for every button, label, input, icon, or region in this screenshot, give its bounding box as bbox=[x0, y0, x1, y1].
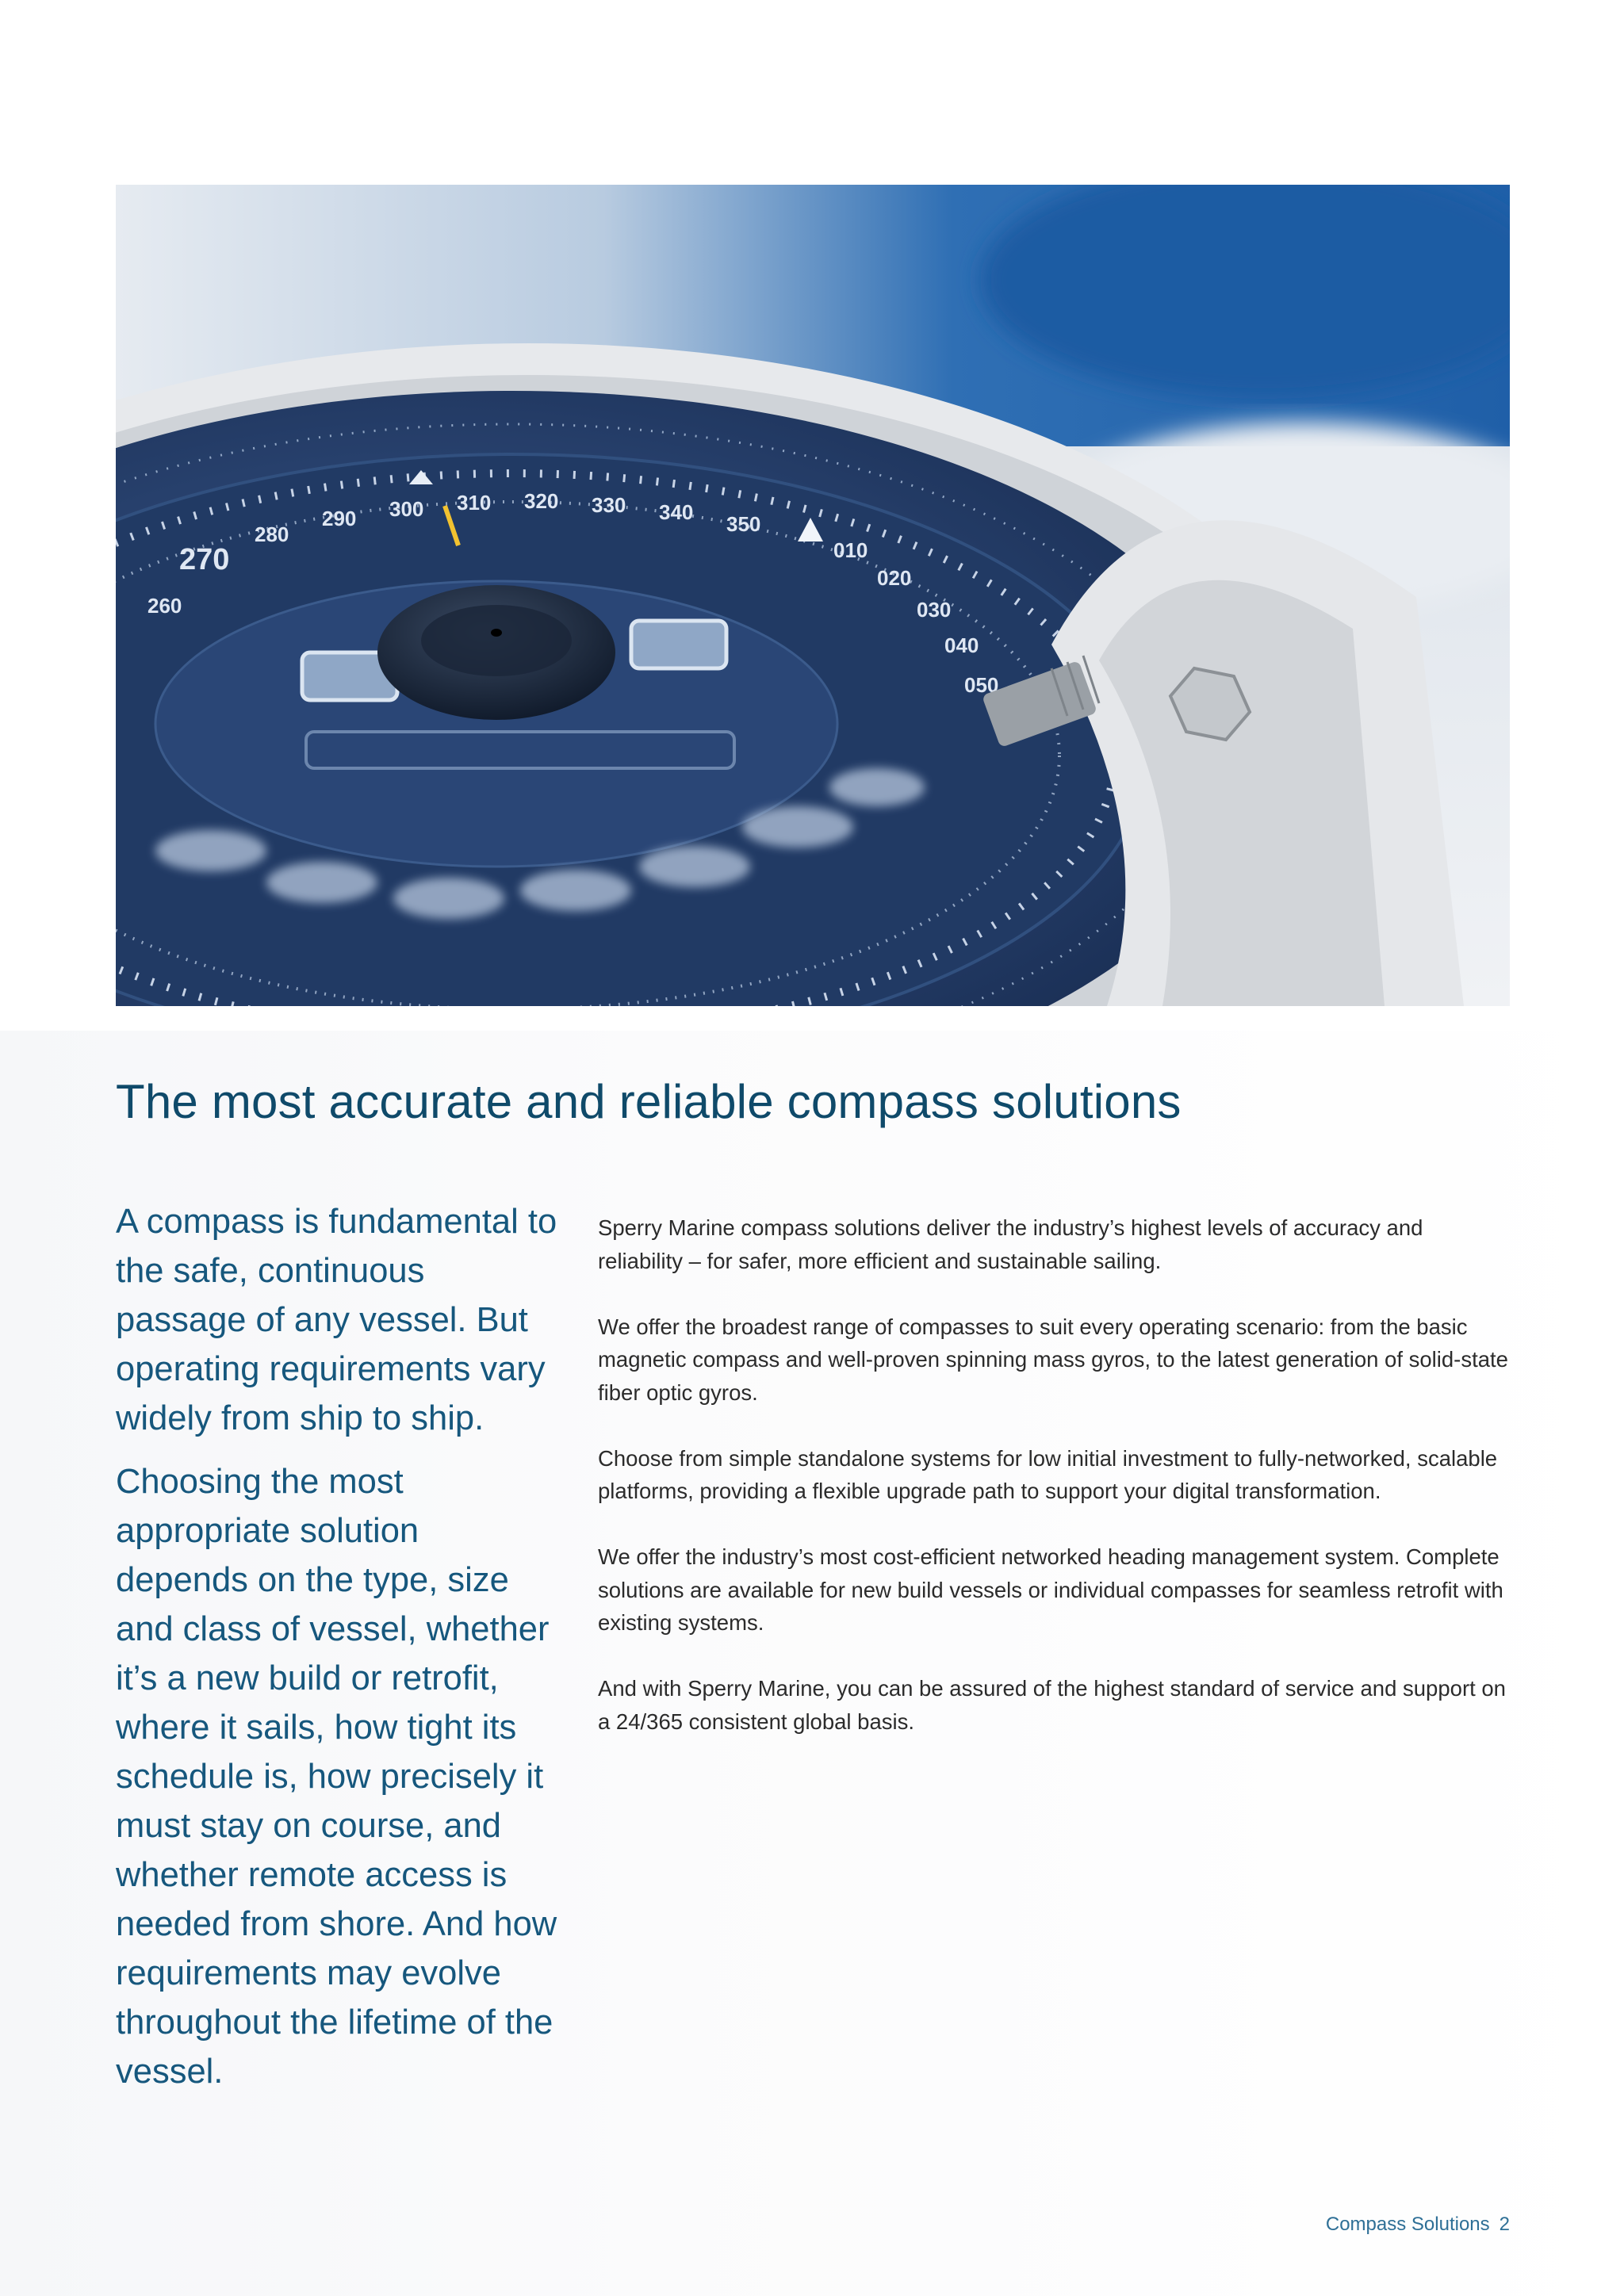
body-paragraph: We offer the broadest range of compasses to suit every operating scenario: from the basic magnetic compass and well-proven spinning mass gyros, to the latest generation of solid-state fiber optic gyros. bbox=[598, 1314, 1508, 1405]
lead-paragraph: Choosing the most appropriate solution depends on the type, size and class of vessel, whether it’s a new build or retrofit, where it sails, how tight its schedule is, how precisely it must stay on course, and whether remote access is needed from shore. And how requirements may evolve throughout the lifetime of the vessel. bbox=[116, 1463, 557, 2091]
dial-label: 350 bbox=[726, 512, 761, 536]
page-footer bbox=[1326, 2212, 1510, 2237]
dial-label: 050 bbox=[964, 673, 999, 697]
dial-label: 320 bbox=[524, 489, 559, 513]
body-paragraph: We offer the industry’s most cost-efficient networked heading management system. Complete solutions are available for new build vessels or individual compasses for seamless retrofit with existing systems. bbox=[598, 1544, 1503, 1635]
dial-label: 340 bbox=[659, 500, 694, 524]
page-title: The most accurate and reliable compass solutions bbox=[116, 1075, 1182, 1128]
lead-column bbox=[116, 1197, 560, 2110]
body-paragraph: And with Sperry Marine, you can be assured of the highest standard of service and support on a 24/365 consistent global basis. bbox=[598, 1676, 1506, 1734]
body-column bbox=[598, 1211, 1510, 1771]
footer-label: Compass Solutions bbox=[1325, 2214, 1490, 2235]
dial-label: 280 bbox=[255, 522, 289, 546]
dial-label: 290 bbox=[322, 507, 357, 530]
lead-paragraph: A compass is fundamental to the safe, continuous passage of any vessel. But operating requirements vary widely from ship to ship. bbox=[116, 1203, 557, 1437]
page-number: 2 bbox=[1499, 2214, 1510, 2235]
compass-photo-illustration bbox=[116, 185, 1510, 1006]
dial-label: 040 bbox=[944, 633, 979, 657]
body-paragraph: Sperry Marine compass solutions deliver the industry’s highest levels of accuracy and reliability – for safer, more efficient and sustainable sailing. bbox=[598, 1215, 1423, 1273]
dial-label: 300 bbox=[389, 497, 424, 521]
dial-label: 260 bbox=[147, 594, 182, 618]
dial-label: 010 bbox=[833, 538, 868, 562]
body-paragraph: Choose from simple standalone systems for low initial investment to fully-networked, scalable platforms, providing a flexible upgrade path to support your digital transformation. bbox=[598, 1445, 1498, 1503]
dial-label: 330 bbox=[592, 493, 626, 517]
dial-label: 270 bbox=[179, 543, 230, 576]
hero-photo-compass bbox=[116, 185, 1510, 1006]
dial-label: 310 bbox=[457, 491, 492, 515]
dial-label: 030 bbox=[917, 598, 952, 622]
dial-label: 020 bbox=[877, 566, 912, 590]
